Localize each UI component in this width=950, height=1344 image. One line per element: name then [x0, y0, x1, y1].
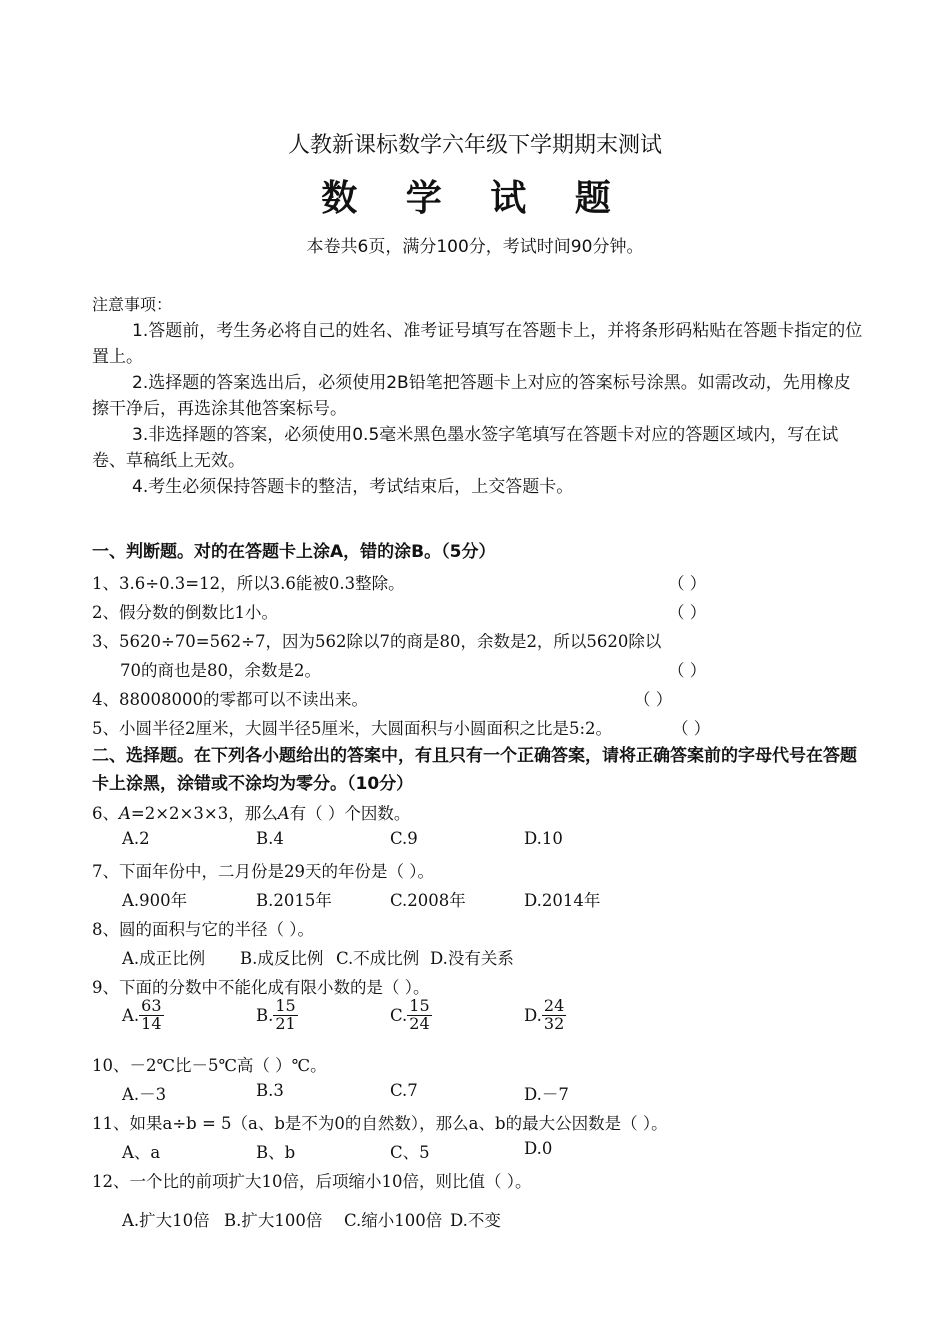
question-2: 2、假分数的倒数比1小。	[92, 603, 278, 622]
section-1-heading: 一、判断题。对的在答题卡上涂A，错的涂B。（5分）	[92, 542, 496, 562]
answer-paren-3: （ ）	[668, 661, 707, 680]
question-5: 5、小圆半径2厘米，大圆半径5厘米，大圆面积与小圆面积之比是5:2。	[92, 719, 613, 738]
notice-item: 1.答题前，考生务必将自己的姓名、准考证号填写在答题卡上，并将条形码粘贴在答题卡指定的位置上。	[92, 321, 863, 367]
option-d: D.没有关系	[430, 949, 514, 968]
question-12: 12、一个比的前项扩大10倍，后项缩小10倍，则比值（ ）。	[92, 1172, 532, 1191]
question-4: 4、88008000的零都可以不读出来。	[92, 690, 368, 709]
option-c: C.缩小100倍	[344, 1211, 443, 1230]
option-c: C. $\frac{15}{24}$	[390, 996, 430, 1033]
option-c: C、5	[390, 1143, 430, 1162]
option-a: A. $\frac{63}{14}$	[122, 996, 162, 1033]
option-b: B.3	[256, 1081, 284, 1100]
option-a: A.900年	[122, 891, 188, 910]
exam-subtitle: 人教新课标数学六年级下学期期末测试	[287, 133, 662, 158]
option-d: D.2014年	[524, 891, 601, 910]
answer-paren-5: （ ）	[672, 719, 711, 738]
option-c: C.9	[390, 829, 418, 848]
question-7: 7、下面年份中，二月份是29天的年份是（ ）。	[92, 862, 434, 881]
option-d: D.10	[524, 829, 563, 848]
answer-paren-4: （ ）	[634, 690, 673, 709]
exam-info: 本卷共6页，满分100分，考试时间90分钟。	[306, 237, 644, 257]
notice-item: 2.选择题的答案选出后，必须使用2B铅笔把答题卡上对应的答案标号涂黑。如需改动，先用橡皮擦干净后，再选涂其他答案标号。	[92, 373, 851, 419]
option-d: D.不变	[450, 1211, 501, 1230]
question-6: 6、𝐴=2×2×3×3，那么𝐴有（ ）个因数。	[92, 804, 411, 823]
notice-item: 4.考生必须保持答题卡的整洁，考试结束后，上交答题卡。	[132, 477, 574, 497]
option-b: B.扩大100倍	[224, 1211, 323, 1230]
option-a: A.－3	[122, 1085, 167, 1104]
question-10: 10、－2℃比－5℃高（ ）℃。	[92, 1056, 327, 1075]
option-d: D.0	[524, 1139, 553, 1158]
question-11: 11、如果a÷b = 5（a、b是不为0的自然数），那么a、b的最大公因数是（ ）。	[92, 1114, 668, 1133]
option-a: A.2	[122, 829, 150, 848]
question-3-continued: 70的商也是80，余数是2。	[120, 661, 321, 680]
option-b: B.4	[256, 829, 284, 848]
answer-paren-1: （ ）	[668, 574, 707, 593]
exam-title: 数 学 试 题	[321, 178, 629, 219]
option-d: D.－7	[524, 1085, 569, 1104]
option-c: C.7	[390, 1081, 418, 1100]
option-a: A、a	[122, 1143, 161, 1162]
option-a: A.扩大10倍	[122, 1211, 210, 1230]
option-d: D. $\frac{24}{32}$	[524, 996, 565, 1033]
option-c: C.不成比例	[336, 949, 420, 968]
notice-heading: 注意事项：	[92, 295, 173, 314]
question-8: 8、圆的面积与它的半径（ ）。	[92, 920, 314, 939]
option-b: B.2015年	[256, 891, 332, 910]
notice-item: 3.非选择题的答案，必须使用0.5毫米黑色墨水签字笔填写在答题卡对应的答题区域内，写在试卷、草稿纸上无效。	[92, 425, 839, 471]
option-b: B. $\frac{15}{21}$	[256, 996, 296, 1033]
answer-paren-2: （ ）	[668, 603, 707, 622]
question-3: 3、5620÷70=562÷7，因为562除以7的商是80，余数是2，所以5620除以	[92, 632, 662, 651]
question-9: 9、下面的分数中不能化成有限小数的是（ ）。	[92, 978, 430, 997]
option-c: C.2008年	[390, 891, 466, 910]
option-b: B、b	[256, 1143, 296, 1162]
section-2-heading: 二、选择题。在下列各小题给出的答案中，有且只有一个正确答案，请将正确答案前的字母代号在答题卡上涂黑，涂错或不涂均为零分。（10分）	[92, 746, 857, 794]
option-a: A.成正比例	[122, 949, 206, 968]
option-b: B.成反比例	[240, 949, 324, 968]
question-1: 1、3.6÷0.3=12，所以3.6能被0.3整除。	[92, 574, 405, 593]
